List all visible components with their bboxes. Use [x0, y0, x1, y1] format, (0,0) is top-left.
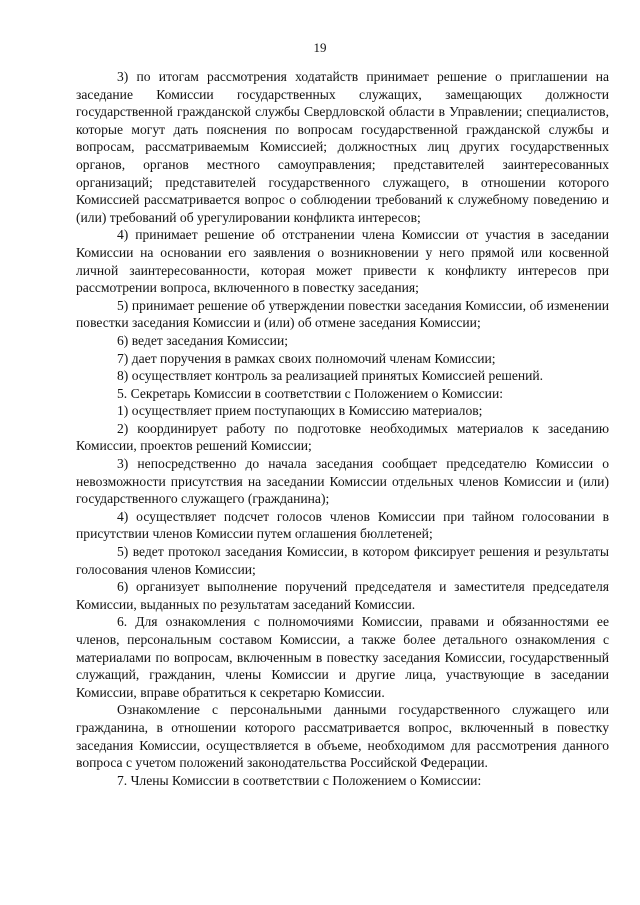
paragraph: Ознакомление с персональными данными государственного служащего или гражданина, в отношении которого рассматривается вопрос, включенный в повестку заседания Комиссии, осуществляется в объеме, необходимом для рассмотрения данного вопроса с учетом положений законодательства Российской Федерации. — [76, 702, 609, 771]
paragraph: 5) ведет протокол заседания Комиссии, в котором фиксирует решения и результаты голосования членов Комиссии; — [76, 544, 609, 577]
paragraph: 3) по итогам рассмотрения ходатайств принимает решение о приглашении на заседание Комиссии государственных служащих, замещающих должности государственной гражданской службы Свердловской области в Управлении; специалистов, которые могут дать пояснения по вопросам государственной гражданской службы и вопросам, рассматриваемым Комиссией; должностных лиц других государственных органов, органов местного самоуправления; представителей заинтересованных организаций; представителей государственного служащего, в отношении которого Комиссией рассматривается вопрос о соблюдении требований к служебному поведению и (или) требований об урегулировании конфликта интересов; — [76, 69, 609, 225]
paragraph: 4) осуществляет подсчет голосов членов Комиссии при тайном голосовании в присутствии членов Комиссии путем оглашения бюллетеней; — [76, 508, 609, 542]
paragraph: 7. Члены Комиссии в соответствии с Положением о Комиссии: — [117, 772, 482, 788]
page-number: 19 — [313, 40, 327, 55]
paragraph: 5) принимает решение об утверждении повестки заседания Комиссии, об изменении повестки заседания Комиссии и (или) об отмене заседания Комиссии; — [76, 297, 609, 331]
paragraph: 5. Секретарь Комиссии в соответствии с Положением о Комиссии: — [117, 385, 504, 401]
paragraph: 6) ведет заседания Комиссии; — [117, 332, 289, 348]
paragraph: 8) осуществляет контроль за реализацией принятых Комиссией решений. — [117, 368, 544, 384]
paragraph: 6) организует выполнение поручений председателя и заместителя председателя Комиссии, выданных по результатам заседаний Комиссии. — [76, 579, 609, 612]
document-body — [76, 68, 609, 789]
paragraph: 7) дает поручения в рамках своих полномочий членам Комиссии; — [117, 350, 496, 366]
paragraph: 1) осуществляет прием поступающих в Комиссию материалов; — [117, 403, 483, 419]
paragraph: 2) координирует работу по подготовке необходимых материалов к заседанию Комиссии, проектов решений Комиссии; — [76, 420, 609, 454]
paragraph: 6. Для ознакомления с полномочиями Комиссии, правами и обязанностями ее членов, персональным составом Комиссии, а также более детального ознакомления с материалами по вопросам, включенным в повестку заседания Комиссии, государственный служащий, гражданин, члены Комиссии и другие лица, участвующие в заседании Комиссии, вправе обратиться к секретарю Комиссии. — [76, 614, 609, 700]
paragraph: 3) непосредственно до начала заседания сообщает председателю Комиссии о невозможности присутствия на заседании Комиссии отдельных членов Комиссии и (или) государственного служащего (гражданина); — [76, 456, 609, 507]
paragraph: 4) принимает решение об отстранении члена Комиссии от участия в заседании Комиссии на основании его заявления о возникновении у него прямой или косвенной личной заинтересованности, которая может привести к конфликту интересов при рассмотрении вопроса, включенного в повестку заседания; — [76, 227, 609, 296]
